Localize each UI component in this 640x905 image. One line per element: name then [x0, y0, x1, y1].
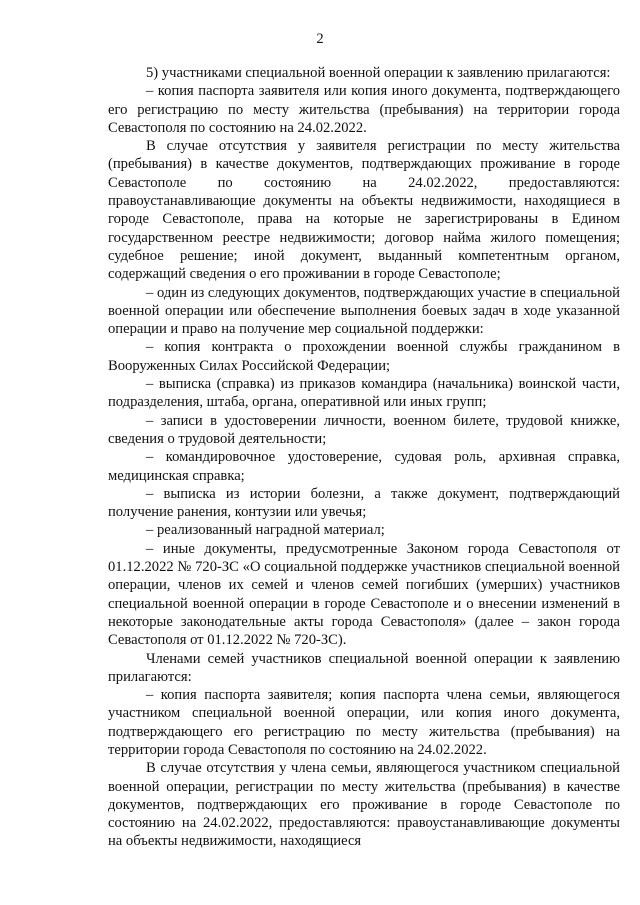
paragraph: – записи в удостоверении личности, военном билете, трудовой книжке, сведения о трудовой деятельности;	[108, 412, 620, 447]
paragraph: – выписка (справка) из приказов командира (начальника) воинской части, подразделения, штаба, органа, оперативной или иных групп;	[108, 376, 620, 411]
paragraph: 5) участниками специальной военной операции к заявлению прилагаются:	[146, 65, 611, 81]
paragraph: – иные документы, предусмотренные Законом города Севастополя от 01.12.2022 № 720-ЗС «О социальной поддержке участников специальной военной операции, членов их семей и членов семей погибших (умерших) участников специальной военной операции в городе Севастополе и о внесении изменений в некоторые законодательные акты города Севастополя» (далее – закон города Севастополя от 01.12.2022 № 720-ЗС).	[108, 540, 620, 649]
paragraph: Членами семей участников специальной военной операции к заявлению прилагаются:	[108, 650, 620, 685]
paragraph: – выписка из истории болезни, а также документ, подтверждающий получение ранения, контузии или увечья;	[108, 485, 620, 521]
paragraph: – командировочное удостоверение, судовая роль, архивная справка, медицинская справка;	[108, 449, 620, 484]
paragraph: – копия паспорта заявителя или копия иного документа, подтверждающего его регистрацию по месту жительства (пребывания) на территории города Севастополя по состоянию на 24.02.2022.	[108, 83, 620, 136]
paragraph: – один из следующих документов, подтверждающих участие в специальной военной операции или обеспечение выполнения боевых задач в ходе указанной операции и право на получение мер социальной поддержки:	[108, 284, 620, 338]
paragraph: В случае отсутствия у члена семьи, являющегося участником специальной военной операции, регистрации по месту жительства (пребывания) в качестве документов, подтверждающих его проживание в городе Севастополе по состоянию на 24.02.2022, предоставляются: правоустанавливающие документы на объекты недвижимости, находящиеся	[108, 760, 620, 850]
page-number: 2	[316, 31, 324, 47]
paragraph: В случае отсутствия у заявителя регистрации по месту жительства (пребывания) в качестве документов, подтверждающих проживание в городе Севастополе по состоянию на 24.02.2022, предоставляются: правоустанавливающие документы на объекты недвижимости, находящиеся в городе Севастополе, права на которые не зарегистрированы в Едином государственном реестре недвижимости; договор найма жилого помещения; судебное решение; иной документ, выданный компетентным органом, содержащий сведения о его проживании в городе Севастополе;	[108, 138, 620, 283]
paragraph: – копия контракта о прохождении военной службы гражданином в Вооруженных Силах Российской Федерации;	[108, 339, 620, 374]
paragraph: – реализованный наградной материал;	[146, 522, 385, 539]
document-body	[108, 64, 620, 851]
paragraph: – копия паспорта заявителя; копия паспорта члена семьи, являющегося участником специальной военной операции, или копия иного документа, подтверждающего его регистрацию по месту жительства (пребывания) на территории города Севастополя по состоянию на 24.02.2022.	[108, 687, 620, 758]
